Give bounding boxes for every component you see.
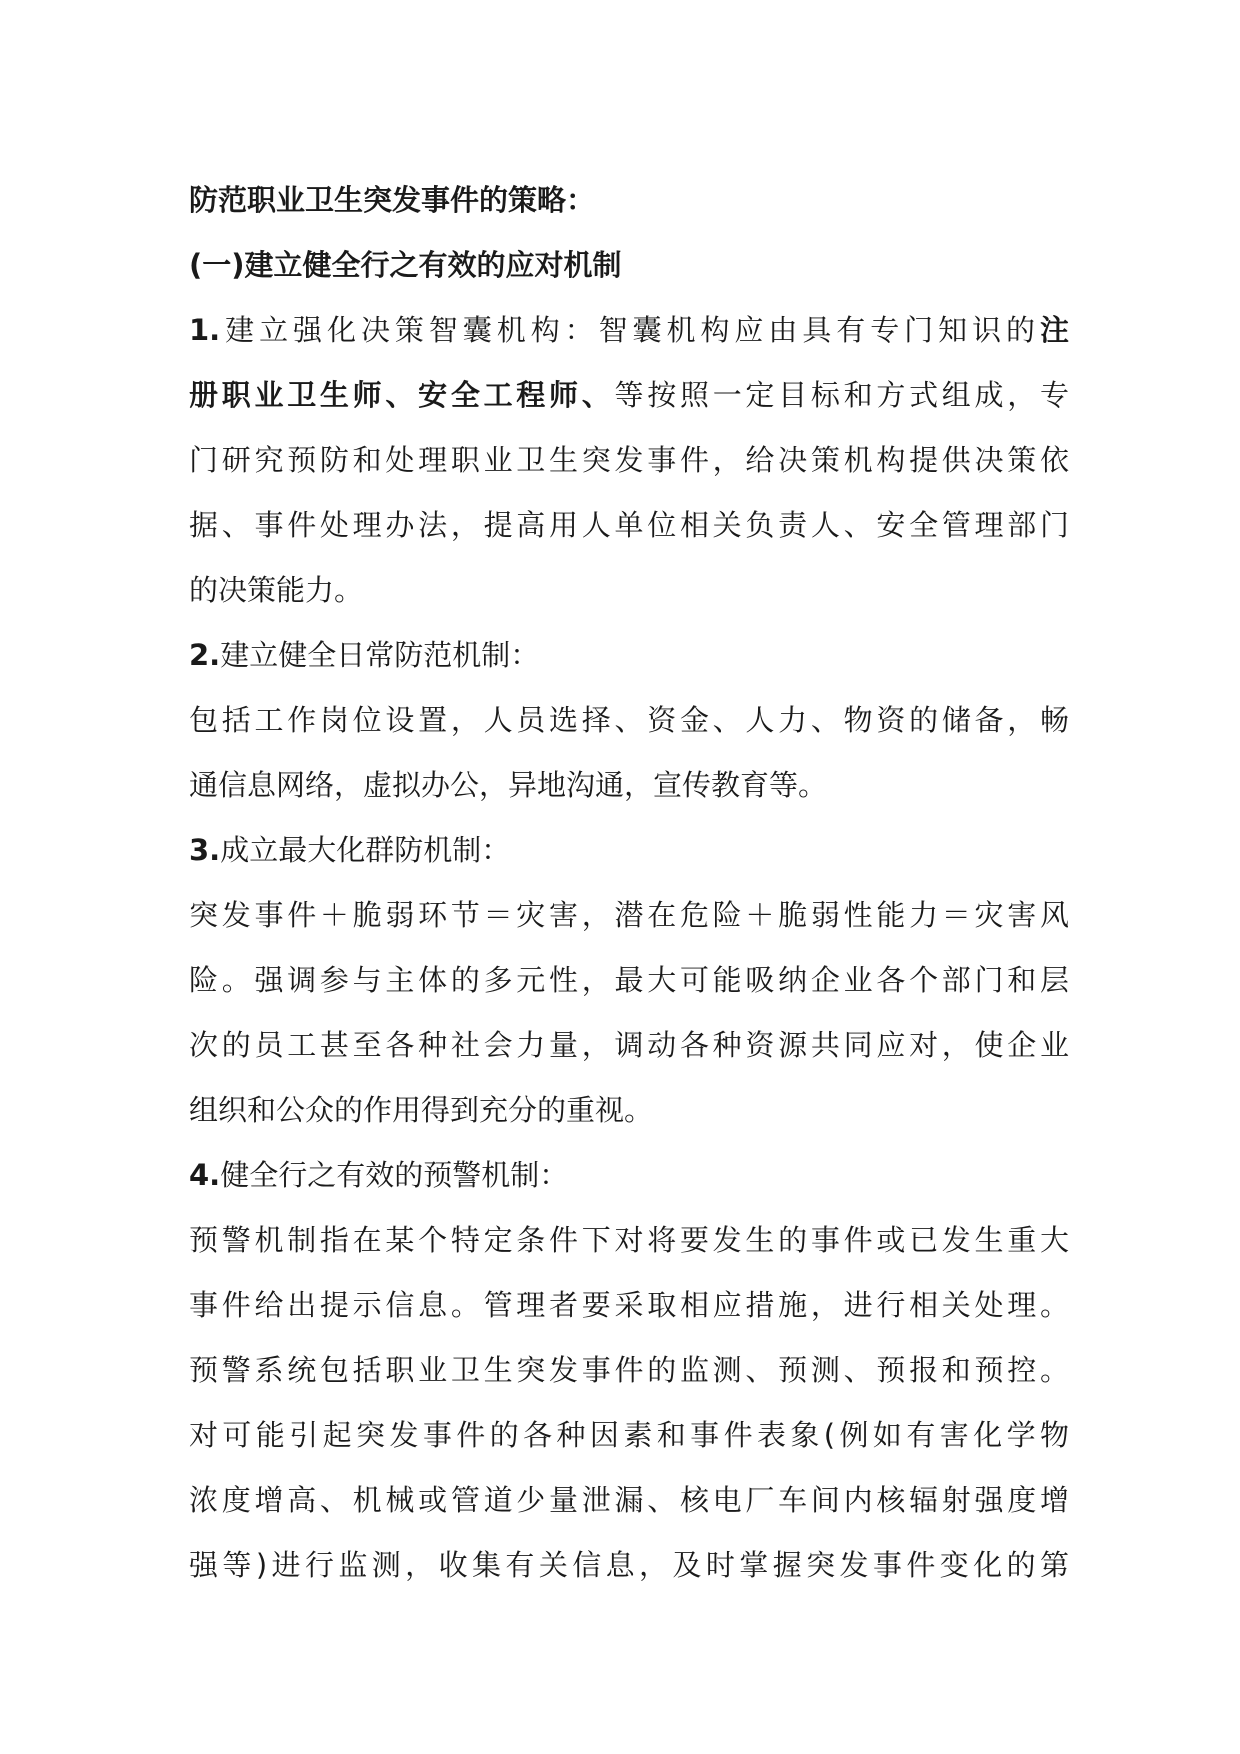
item-1-line-2-rest: 等按照一定目标和方式组成，专 [614,378,1069,412]
item-1-bold-roles: 册职业卫生师、安全工程师、 [189,378,615,412]
item-1-lead: 建立强化决策智囊机构：智囊机构应由具有专门知识的 [220,313,1040,347]
section-title: (一)建立健全行之有效的应对机制 [189,248,622,282]
item-2-title: 建立健全日常防范机制： [220,638,540,672]
item-4-line-3: 预警系统包括职业卫生突发事件的监测、预测、预报和预控。 [189,1353,1069,1387]
item-3-number: 3. [189,833,221,867]
item-3-line-4: 组织和公众的作用得到充分的重视。 [189,1093,654,1127]
item-3-title-line [189,818,1069,883]
item-1-line-3: 门研究预防和处理职业卫生突发事件，给决策机构提供决策依 [189,443,1069,477]
item-2-line-1: 包括工作岗位设置，人员选择、资金、人力、物资的储备，畅 [189,703,1069,737]
item-3-line-3: 次的员工甚至各种社会力量，调动各种资源共同应对，使企业 [189,1028,1069,1062]
item-3-line-2: 险。强调参与主体的多元性，最大可能吸纳企业各个部门和层 [189,963,1069,997]
item-1-line-5: 的决策能力。 [189,573,364,607]
doc-heading: 防范职业卫生突发事件的策略： [189,183,596,217]
item-1-bold-end: 注 [1039,313,1069,347]
item-4-line-5: 浓度增高、机械或管道少量泄漏、核电厂车间内核辐射强度增 [189,1483,1069,1517]
document-page [189,168,1069,1598]
item-4-line-1: 预警机制指在某个特定条件下对将要发生的事件或已发生重大 [189,1223,1069,1257]
item-1-line-2 [189,363,1069,428]
item-4-title: 健全行之有效的预警机制： [220,1158,569,1192]
item-1-line-4: 据、事件处理办法，提高用人单位相关负责人、安全管理部门 [189,508,1069,542]
item-3-line-1: 突发事件＋脆弱环节＝灾害，潜在危险＋脆弱性能力＝灾害风 [189,898,1069,932]
item-4-number: 4. [189,1158,221,1192]
item-2-number: 2. [189,638,221,672]
item-3-title: 成立最大化群防机制： [220,833,511,867]
item-4-line-4: 对可能引起突发事件的各种因素和事件表象(例如有害化学物 [189,1418,1069,1452]
item-1-line-1 [189,298,1069,363]
item-4-line-2: 事件给出提示信息。管理者要采取相应措施，进行相关处理。 [189,1288,1069,1322]
item-2-line-2: 通信息网络，虚拟办公，异地沟通，宣传教育等。 [189,768,828,802]
item-1-number: 1. [189,313,221,347]
item-4-title-line [189,1143,1069,1208]
item-2-title-line [189,623,1069,688]
item-4-line-6: 强等)进行监测，收集有关信息，及时掌握突发事件变化的第 [189,1548,1069,1582]
